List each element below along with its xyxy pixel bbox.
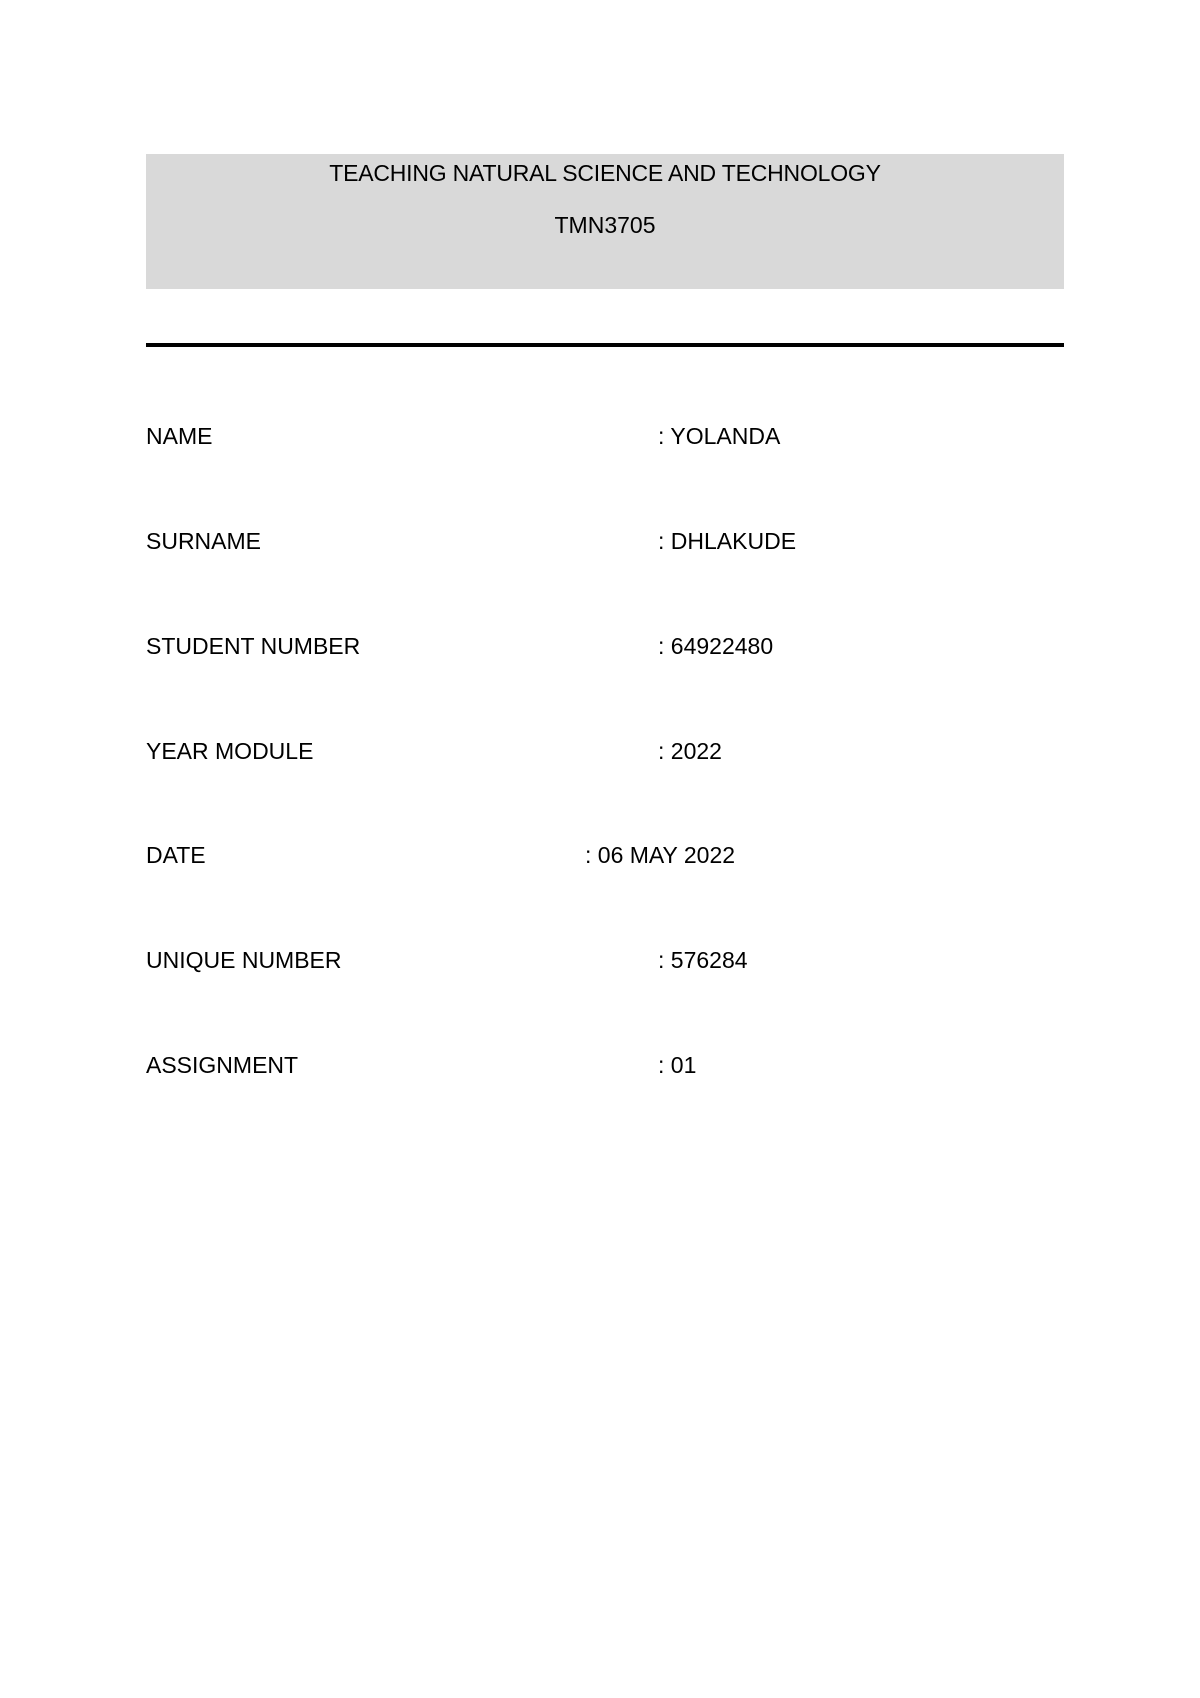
student-number-label: STUDENT NUMBER [146,633,361,659]
assignment-value: : 01 [658,1052,697,1078]
module-code: TMN3705 [554,212,656,238]
name-label: NAME [146,423,213,449]
horizontal-divider [146,343,1064,347]
student-number-value: : 64922480 [658,633,774,659]
year-module-label: YEAR MODULE [146,738,314,764]
name-value: : YOLANDA [658,423,781,449]
assignment-label: ASSIGNMENT [146,1052,299,1078]
surname-value: : DHLAKUDE [658,528,797,554]
date-label: DATE [146,842,206,868]
surname-label: SURNAME [146,528,262,554]
date-value: : 06 MAY 2022 [585,842,736,868]
unique-number-label: UNIQUE NUMBER [146,947,342,973]
title-banner [146,154,1064,289]
year-module-value: : 2022 [658,738,722,764]
unique-number-value: : 576284 [658,947,748,973]
module-title: TEACHING NATURAL SCIENCE AND TECHNOLOGY [329,160,881,186]
